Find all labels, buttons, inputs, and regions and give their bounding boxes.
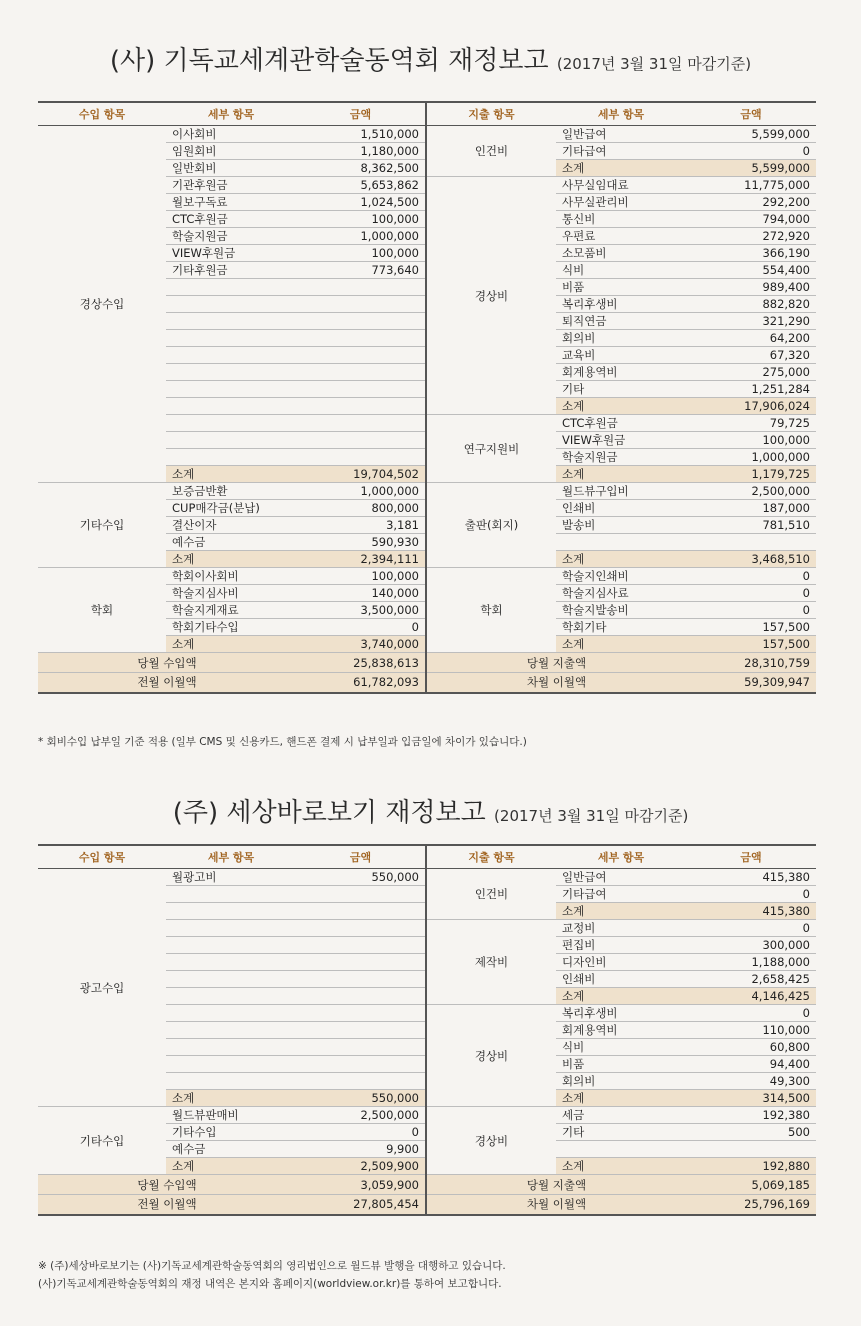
finance-table-2 (38, 844, 816, 1216)
expense-amount-cell: 64,200 (686, 330, 816, 347)
income-amount-cell: 100,000 (296, 568, 426, 585)
expense-amount-cell: 272,920 (686, 228, 816, 245)
expense-detail-cell: 소계 (556, 398, 686, 415)
income-detail-cell (166, 920, 296, 937)
income-detail-cell (166, 347, 296, 364)
income-amount-cell (296, 296, 426, 313)
income-detail-cell (166, 903, 296, 920)
income-amount-cell (296, 313, 426, 330)
expense-detail-cell: 회계용역비 (556, 364, 686, 381)
table-row (38, 126, 816, 143)
expense-detail-cell: 학술지인쇄비 (556, 568, 686, 585)
income-detail-cell: 이사회비 (166, 126, 296, 143)
income-detail-cell (166, 1022, 296, 1039)
expense-detail-cell: 월드뷰구입비 (556, 483, 686, 500)
expense-detail-cell: 소계 (556, 466, 686, 483)
header-income-category: 수입 항목 (38, 845, 166, 869)
income-total-amount: 61,782,093 (296, 673, 426, 693)
expense-detail-cell: 기타급여 (556, 886, 686, 903)
expense-amount-cell: 781,510 (686, 517, 816, 534)
income-detail-cell (166, 1056, 296, 1073)
income-detail-cell: CUP매각금(분납) (166, 500, 296, 517)
total-row (38, 1175, 816, 1195)
expense-amount-cell: 500 (686, 1124, 816, 1141)
expense-detail-cell: 교정비 (556, 920, 686, 937)
header-income-detail: 세부 항목 (166, 845, 296, 869)
income-amount-cell: 800,000 (296, 500, 426, 517)
income-amount-cell: 0 (296, 1124, 426, 1141)
income-amount-cell (296, 886, 426, 903)
income-amount-cell: 100,000 (296, 211, 426, 228)
income-detail-cell: 월광고비 (166, 869, 296, 886)
table-row (38, 568, 816, 585)
report-title-1-main: (사) 기독교세계관학술동역회 재정보고 (109, 46, 549, 76)
income-amount-cell (296, 449, 426, 466)
income-detail-cell: 학술지원금 (166, 228, 296, 245)
income-detail-cell: 기관후원금 (166, 177, 296, 194)
income-total-amount: 25,838,613 (296, 653, 426, 673)
expense-category-cell: 연구지원비 (426, 415, 556, 483)
income-detail-cell (166, 988, 296, 1005)
expense-category-cell: 경상비 (426, 1107, 556, 1175)
expense-amount-cell: 882,820 (686, 296, 816, 313)
expense-amount-cell (686, 1141, 816, 1158)
income-category-cell: 경상수입 (38, 126, 166, 483)
report-title-1 (0, 40, 861, 77)
expense-category-cell: 경상비 (426, 177, 556, 415)
income-amount-cell: 19,704,502 (296, 466, 426, 483)
expense-detail-cell: 소계 (556, 1090, 686, 1107)
report-title-2-date: (2017년 3월 31일 마감기준) (494, 807, 689, 825)
income-detail-cell: 예수금 (166, 534, 296, 551)
income-detail-cell: 일반회비 (166, 160, 296, 177)
expense-detail-cell: 세금 (556, 1107, 686, 1124)
income-total-amount: 3,059,900 (296, 1175, 426, 1195)
income-detail-cell (166, 313, 296, 330)
expense-amount-cell (686, 534, 816, 551)
expense-amount-cell: 110,000 (686, 1022, 816, 1039)
table-header-row (38, 845, 816, 869)
expense-detail-cell: 복리후생비 (556, 296, 686, 313)
report-title-2 (0, 792, 861, 829)
expense-detail-cell: 소계 (556, 903, 686, 920)
income-amount-cell: 2,394,111 (296, 551, 426, 568)
income-amount-cell (296, 364, 426, 381)
expense-amount-cell: 94,400 (686, 1056, 816, 1073)
expense-amount-cell: 187,000 (686, 500, 816, 517)
expense-detail-cell: 편집비 (556, 937, 686, 954)
expense-amount-cell: 554,400 (686, 262, 816, 279)
income-detail-cell: 학술지심사비 (166, 585, 296, 602)
income-amount-cell: 2,500,000 (296, 1107, 426, 1124)
expense-amount-cell: 157,500 (686, 619, 816, 636)
income-total-label: 당월 수입액 (38, 1175, 296, 1195)
income-amount-cell (296, 903, 426, 920)
expense-amount-cell: 79,725 (686, 415, 816, 432)
expense-amount-cell: 1,000,000 (686, 449, 816, 466)
expense-amount-cell: 5,599,000 (686, 160, 816, 177)
expense-detail-cell: 일반급여 (556, 126, 686, 143)
expense-amount-cell: 0 (686, 886, 816, 903)
expense-detail-cell: 복리후생비 (556, 1005, 686, 1022)
expense-detail-cell: 사무실임대료 (556, 177, 686, 194)
expense-detail-cell: CTC후원금 (556, 415, 686, 432)
expense-amount-cell: 192,880 (686, 1158, 816, 1175)
expense-amount-cell: 0 (686, 568, 816, 585)
income-total-label: 전월 이월액 (38, 673, 296, 693)
income-category-cell: 광고수입 (38, 869, 166, 1107)
expense-category-cell: 인건비 (426, 869, 556, 920)
income-amount-cell (296, 937, 426, 954)
expense-detail-cell: 학회기타 (556, 619, 686, 636)
footnote-2-line-1: ※ (주)세상바로보기는 (사)기독교세계관학술동역회의 영리법인으로 월드뷰 발행을 대행하고 있습니다. (38, 1260, 506, 1272)
income-detail-cell: 소계 (166, 1090, 296, 1107)
expense-detail-cell: 통신비 (556, 211, 686, 228)
expense-detail-cell: 학술지심사료 (556, 585, 686, 602)
expense-amount-cell: 415,380 (686, 903, 816, 920)
income-detail-cell (166, 296, 296, 313)
income-detail-cell: 학회이사회비 (166, 568, 296, 585)
income-amount-cell: 1,000,000 (296, 483, 426, 500)
income-amount-cell (296, 954, 426, 971)
expense-amount-cell: 321,290 (686, 313, 816, 330)
expense-amount-cell: 60,800 (686, 1039, 816, 1056)
expense-detail-cell: 소계 (556, 636, 686, 653)
income-detail-cell (166, 364, 296, 381)
income-category-cell: 기타수입 (38, 1107, 166, 1175)
expense-amount-cell: 989,400 (686, 279, 816, 296)
expense-detail-cell: 학술지원금 (556, 449, 686, 466)
header-income-detail: 세부 항목 (166, 102, 296, 126)
income-amount-cell: 773,640 (296, 262, 426, 279)
expense-total-amount: 28,310,759 (686, 653, 816, 673)
income-detail-cell: 소계 (166, 1158, 296, 1175)
income-detail-cell: 월보구독료 (166, 194, 296, 211)
expense-detail-cell: 회의비 (556, 330, 686, 347)
income-amount-cell: 550,000 (296, 869, 426, 886)
expense-amount-cell: 3,468,510 (686, 551, 816, 568)
total-row (38, 653, 816, 673)
expense-category-cell: 경상비 (426, 1005, 556, 1107)
expense-total-label: 차월 이월액 (426, 1195, 686, 1215)
expense-amount-cell: 0 (686, 143, 816, 160)
expense-amount-cell: 5,599,000 (686, 126, 816, 143)
expense-amount-cell: 1,188,000 (686, 954, 816, 971)
expense-detail-cell: 발송비 (556, 517, 686, 534)
income-amount-cell: 1,180,000 (296, 143, 426, 160)
income-amount-cell: 590,930 (296, 534, 426, 551)
expense-detail-cell: 일반급여 (556, 869, 686, 886)
income-amount-cell: 1,024,500 (296, 194, 426, 211)
income-detail-cell (166, 1005, 296, 1022)
income-amount-cell (296, 432, 426, 449)
header-expense-amount: 금액 (686, 845, 816, 869)
expense-detail-cell: 퇴직연금 (556, 313, 686, 330)
expense-amount-cell: 67,320 (686, 347, 816, 364)
income-detail-cell: 학회기타수입 (166, 619, 296, 636)
header-expense-detail: 세부 항목 (556, 845, 686, 869)
expense-detail-cell: 기타급여 (556, 143, 686, 160)
footnote-2-line-2: (사)기독교세계관학술동역회의 재정 내역은 본지와 홈페이지(worldview.or.kr)를 통하여 보고합니다. (38, 1278, 502, 1290)
income-amount-cell (296, 381, 426, 398)
expense-detail-cell: 비품 (556, 1056, 686, 1073)
expense-detail-cell (556, 1141, 686, 1158)
expense-amount-cell: 100,000 (686, 432, 816, 449)
expense-category-cell: 학회 (426, 568, 556, 653)
header-expense-amount: 금액 (686, 102, 816, 126)
report-title-1-date: (2017년 3월 31일 마감기준) (556, 55, 752, 73)
income-amount-cell: 100,000 (296, 245, 426, 262)
income-detail-cell: 기타수입 (166, 1124, 296, 1141)
income-detail-cell (166, 415, 296, 432)
expense-detail-cell: 학술지발송비 (556, 602, 686, 619)
income-detail-cell: 결산이자 (166, 517, 296, 534)
income-detail-cell (166, 954, 296, 971)
income-amount-cell (296, 398, 426, 415)
income-amount-cell: 3,740,000 (296, 636, 426, 653)
income-detail-cell (166, 971, 296, 988)
expense-amount-cell: 275,000 (686, 364, 816, 381)
income-detail-cell: 학술지게재료 (166, 602, 296, 619)
income-detail-cell: 소계 (166, 551, 296, 568)
expense-total-amount: 5,069,185 (686, 1175, 816, 1195)
expense-amount-cell: 1,251,284 (686, 381, 816, 398)
expense-detail-cell: 회의비 (556, 1073, 686, 1090)
expense-amount-cell: 2,500,000 (686, 483, 816, 500)
income-amount-cell: 8,362,500 (296, 160, 426, 177)
expense-total-amount: 25,796,169 (686, 1195, 816, 1215)
expense-amount-cell: 17,906,024 (686, 398, 816, 415)
expense-amount-cell: 0 (686, 920, 816, 937)
header-income-amount: 금액 (296, 102, 426, 126)
expense-total-label: 당월 지출액 (426, 1175, 686, 1195)
income-amount-cell: 2,509,900 (296, 1158, 426, 1175)
income-amount-cell: 0 (296, 619, 426, 636)
expense-amount-cell: 0 (686, 585, 816, 602)
income-detail-cell: 예수금 (166, 1141, 296, 1158)
expense-category-cell: 출판(회지) (426, 483, 556, 568)
table-row (38, 483, 816, 500)
table-header-row (38, 102, 816, 126)
table-row (38, 869, 816, 886)
income-total-label: 당월 수입액 (38, 653, 296, 673)
income-amount-cell: 3,181 (296, 517, 426, 534)
income-detail-cell (166, 937, 296, 954)
income-total-label: 전월 이월액 (38, 1195, 296, 1215)
footnote-1: * 회비수입 납부일 기준 적용 (일부 CMS 및 신용카드, 핸드폰 결제 시 납부일과 입금일에 차이가 있습니다.) (38, 736, 527, 748)
expense-detail-cell: 비품 (556, 279, 686, 296)
expense-total-amount: 59,309,947 (686, 673, 816, 693)
expense-detail-cell: 소계 (556, 1158, 686, 1175)
income-category-cell: 기타수입 (38, 483, 166, 568)
income-amount-cell (296, 415, 426, 432)
income-detail-cell: 보증금반환 (166, 483, 296, 500)
expense-total-label: 차월 이월액 (426, 673, 686, 693)
income-detail-cell: 소계 (166, 636, 296, 653)
income-detail-cell (166, 449, 296, 466)
expense-amount-cell: 157,500 (686, 636, 816, 653)
expense-detail-cell (556, 534, 686, 551)
header-expense-category: 지출 항목 (426, 102, 556, 126)
expense-amount-cell: 0 (686, 1005, 816, 1022)
expense-detail-cell: 기타 (556, 381, 686, 398)
table-row (38, 1107, 816, 1124)
expense-amount-cell: 4,146,425 (686, 988, 816, 1005)
income-amount-cell: 5,653,862 (296, 177, 426, 194)
income-detail-cell (166, 279, 296, 296)
expense-amount-cell: 0 (686, 602, 816, 619)
expense-detail-cell: 인쇄비 (556, 500, 686, 517)
expense-amount-cell: 49,300 (686, 1073, 816, 1090)
income-detail-cell: CTC후원금 (166, 211, 296, 228)
expense-total-label: 당월 지출액 (426, 653, 686, 673)
expense-detail-cell: 사무실관리비 (556, 194, 686, 211)
income-total-amount: 27,805,454 (296, 1195, 426, 1215)
income-amount-cell (296, 1022, 426, 1039)
income-detail-cell: 월드뷰판매비 (166, 1107, 296, 1124)
income-detail-cell: 임원회비 (166, 143, 296, 160)
income-amount-cell (296, 347, 426, 364)
expense-amount-cell: 192,380 (686, 1107, 816, 1124)
expense-amount-cell: 300,000 (686, 937, 816, 954)
income-amount-cell (296, 1005, 426, 1022)
report-title-2-main: (주) 세상바로보기 재정보고 (172, 798, 486, 828)
income-detail-cell (166, 886, 296, 903)
income-detail-cell (166, 1073, 296, 1090)
income-detail-cell: VIEW후원금 (166, 245, 296, 262)
header-income-category: 수입 항목 (38, 102, 166, 126)
expense-detail-cell: 소계 (556, 551, 686, 568)
income-detail-cell (166, 1039, 296, 1056)
total-row (38, 1195, 816, 1215)
expense-category-cell: 제작비 (426, 920, 556, 1005)
expense-amount-cell: 366,190 (686, 245, 816, 262)
income-detail-cell: 소계 (166, 466, 296, 483)
income-amount-cell: 1,510,000 (296, 126, 426, 143)
income-detail-cell (166, 398, 296, 415)
expense-amount-cell: 1,179,725 (686, 466, 816, 483)
expense-amount-cell: 794,000 (686, 211, 816, 228)
expense-detail-cell: VIEW후원금 (556, 432, 686, 449)
income-amount-cell: 140,000 (296, 585, 426, 602)
header-expense-detail: 세부 항목 (556, 102, 686, 126)
income-detail-cell (166, 381, 296, 398)
expense-detail-cell: 소계 (556, 988, 686, 1005)
expense-amount-cell: 2,658,425 (686, 971, 816, 988)
income-amount-cell (296, 279, 426, 296)
expense-category-cell: 인건비 (426, 126, 556, 177)
header-income-amount: 금액 (296, 845, 426, 869)
income-amount-cell: 9,900 (296, 1141, 426, 1158)
expense-detail-cell: 우편료 (556, 228, 686, 245)
expense-amount-cell: 292,200 (686, 194, 816, 211)
expense-detail-cell: 디자인비 (556, 954, 686, 971)
expense-detail-cell: 인쇄비 (556, 971, 686, 988)
expense-amount-cell: 415,380 (686, 869, 816, 886)
expense-detail-cell: 교육비 (556, 347, 686, 364)
income-amount-cell: 1,000,000 (296, 228, 426, 245)
income-amount-cell (296, 330, 426, 347)
expense-amount-cell: 11,775,000 (686, 177, 816, 194)
expense-detail-cell: 회계용역비 (556, 1022, 686, 1039)
total-row (38, 673, 816, 693)
income-amount-cell (296, 920, 426, 937)
income-amount-cell (296, 1056, 426, 1073)
income-amount-cell: 3,500,000 (296, 602, 426, 619)
expense-detail-cell: 소계 (556, 160, 686, 177)
income-amount-cell: 550,000 (296, 1090, 426, 1107)
expense-amount-cell: 314,500 (686, 1090, 816, 1107)
expense-detail-cell: 기타 (556, 1124, 686, 1141)
expense-detail-cell: 식비 (556, 1039, 686, 1056)
expense-detail-cell: 식비 (556, 262, 686, 279)
income-amount-cell (296, 971, 426, 988)
header-expense-category: 지출 항목 (426, 845, 556, 869)
finance-table-1 (38, 101, 816, 694)
income-amount-cell (296, 1073, 426, 1090)
income-amount-cell (296, 1039, 426, 1056)
income-detail-cell: 기타후원금 (166, 262, 296, 279)
income-detail-cell (166, 432, 296, 449)
expense-detail-cell: 소모품비 (556, 245, 686, 262)
income-category-cell: 학회 (38, 568, 166, 653)
income-detail-cell (166, 330, 296, 347)
income-amount-cell (296, 988, 426, 1005)
